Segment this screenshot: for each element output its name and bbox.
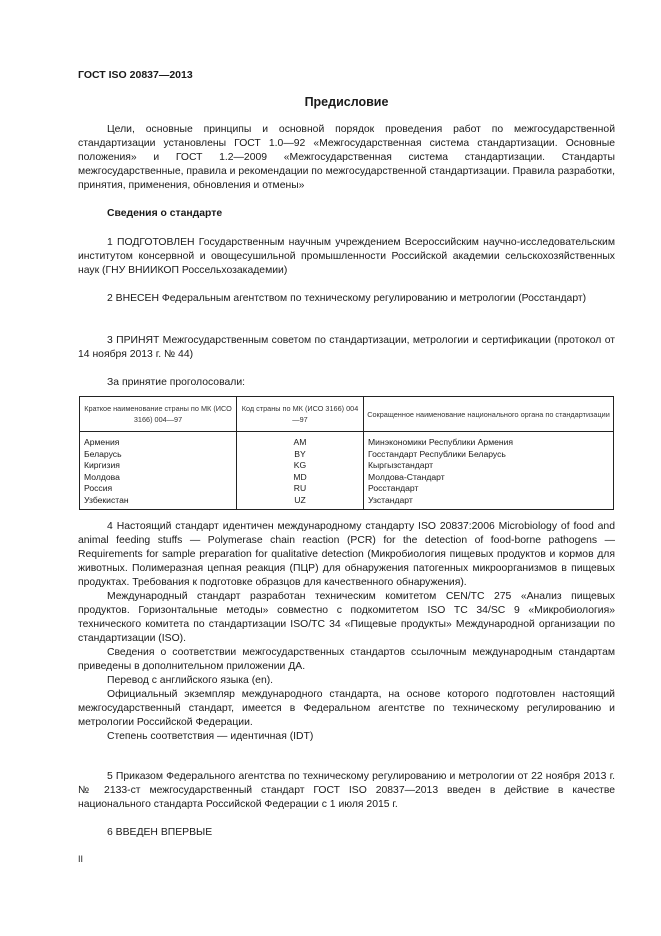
table-row [80, 495, 614, 510]
page-title: Предисловие [304, 95, 389, 109]
page-number: II [78, 854, 84, 864]
voting-table [79, 396, 616, 510]
item-4-paragraph: Официальный экземпляр международного стандарта, на основе которого подготовлен настоящий межгосударственный стандарт, имеется в Федеральном агентстве по техническому регулированию и метрологии Российской Федерации. [78, 689, 615, 728]
item-4-paragraph: Международный стандарт разработан техническим комитетом CEN/TC 275 «Анализ пищевых продуктов. Горизонтальные методы» совместно с подкомитетом ISO TC 34/SC 9 «Микробиология» технического комитета по стандартизации ISO/TC 34 «Пищевые продукты» Международной организации по стандартизации (ISO). [78, 591, 615, 644]
table-row [80, 472, 614, 484]
table-row [80, 449, 614, 461]
item-1: 1 ПОДГОТОВЛЕН Государственным научным учреждением Всероссийским научно-исследовательским институтом консервной и овощесушильной промышленности Российской академии сельскохозяйственных наук (ГНУ ВНИИКОП Россельхозакадемии) [78, 237, 615, 276]
table-cell: AM [237, 432, 364, 449]
table-cell: UZ [237, 495, 364, 510]
item-4-paragraph: Сведения о соответствии межгосударственных стандартов ссылочным международным стандартам приведены в дополнительном приложении ДА. [78, 647, 615, 672]
document-header: ГОСТ ISO 20837—2013 [78, 69, 193, 81]
table-cell: Росстандарт [364, 483, 614, 495]
table-cell: KG [237, 460, 364, 472]
table-row [80, 483, 614, 495]
item-2: 2 ВНЕСЕН Федеральным агентством по техническому регулированию и метрологии (Росстандарт) [107, 293, 587, 304]
item-4 [78, 520, 615, 744]
item-4-paragraph: 4 Настоящий стандарт идентичен международному стандарту ISO 20837:2006 Microbiology of food and animal feeding stuffs — Polymerase chain reaction (PCR) for the detection of food-borne pathogens — Requirements for sample preparation for qualitative detection (Микробиология пищевых продуктов и кормов для животных. Полимеразная цепная реакция (ПЦР) для обнаружения патогенных микроорганизмов в пищевых продуктах. Требования к подготовке образцов для качественного обнаружения). [78, 521, 615, 588]
table-cell: Киргизия [80, 460, 237, 472]
table-cell: MD [237, 472, 364, 484]
table-cell: Кыргызстандарт [364, 460, 614, 472]
item-6: 6 ВВЕДЕН ВПЕРВЫЕ [107, 827, 213, 838]
item-5: 5 Приказом Федерального агентства по техническому регулированию и метрологии от 22 ноября 2013 г. № 2133-ст межгосударственный стандарт ГОСТ ISO 20837—2013 введен в действие в качестве национального стандарта Российской Федерации с 1 июля 2015 г. [78, 771, 615, 810]
table-cell: Молдова-Стандарт [364, 472, 614, 484]
table-cell: Армения [80, 432, 237, 449]
table-cell: Минэкономики Республики Армения [364, 432, 614, 449]
item-4-paragraph: Степень соответствия — идентичная (IDT) [107, 731, 314, 742]
table-cell: Беларусь [80, 449, 237, 461]
table-cell: Узбекистан [80, 495, 237, 510]
table-header: Краткое наименование страны по МК (ИСО 3166) 004—97 [80, 397, 237, 432]
item-3: 3 ПРИНЯТ Межгосударственным советом по стандартизации, метрологии и сертификации (протокол от 14 ноября 2013 г. № 44) [78, 335, 615, 360]
table-cell: Россия [80, 483, 237, 495]
table-cell: Узстандарт [364, 495, 614, 510]
table-cell: Молдова [80, 472, 237, 484]
table-header: Сокращенное наименование национального органа по стандартизации [364, 397, 614, 432]
table-row [80, 460, 614, 472]
section-heading: Сведения о стандарте [107, 208, 223, 219]
table-cell: RU [237, 483, 364, 495]
item-4-paragraph: Перевод с английского языка (en). [107, 675, 274, 686]
table-cell: Госстандарт Республики Беларусь [364, 449, 614, 461]
table-header: Код страны по МК (ИСО 3166) 004—97 [237, 397, 364, 432]
voted-label: За принятие проголосовали: [107, 377, 246, 388]
table-cell: BY [237, 449, 364, 461]
intro-paragraph: Цели, основные принципы и основной порядок проведения работ по межгосударственной стандартизации установлены ГОСТ 1.0—92 «Межгосударственная система стандартизации. Основные положения» и ГОСТ 1.2—2009 «Межгосударственная система стандартизации. Стандарты межгосударственные, правила и рекомендации по межгосударственной стандартизации. Правила разработки, принятия, применения, обновления и отмены» [78, 124, 615, 191]
table-row [80, 432, 614, 449]
